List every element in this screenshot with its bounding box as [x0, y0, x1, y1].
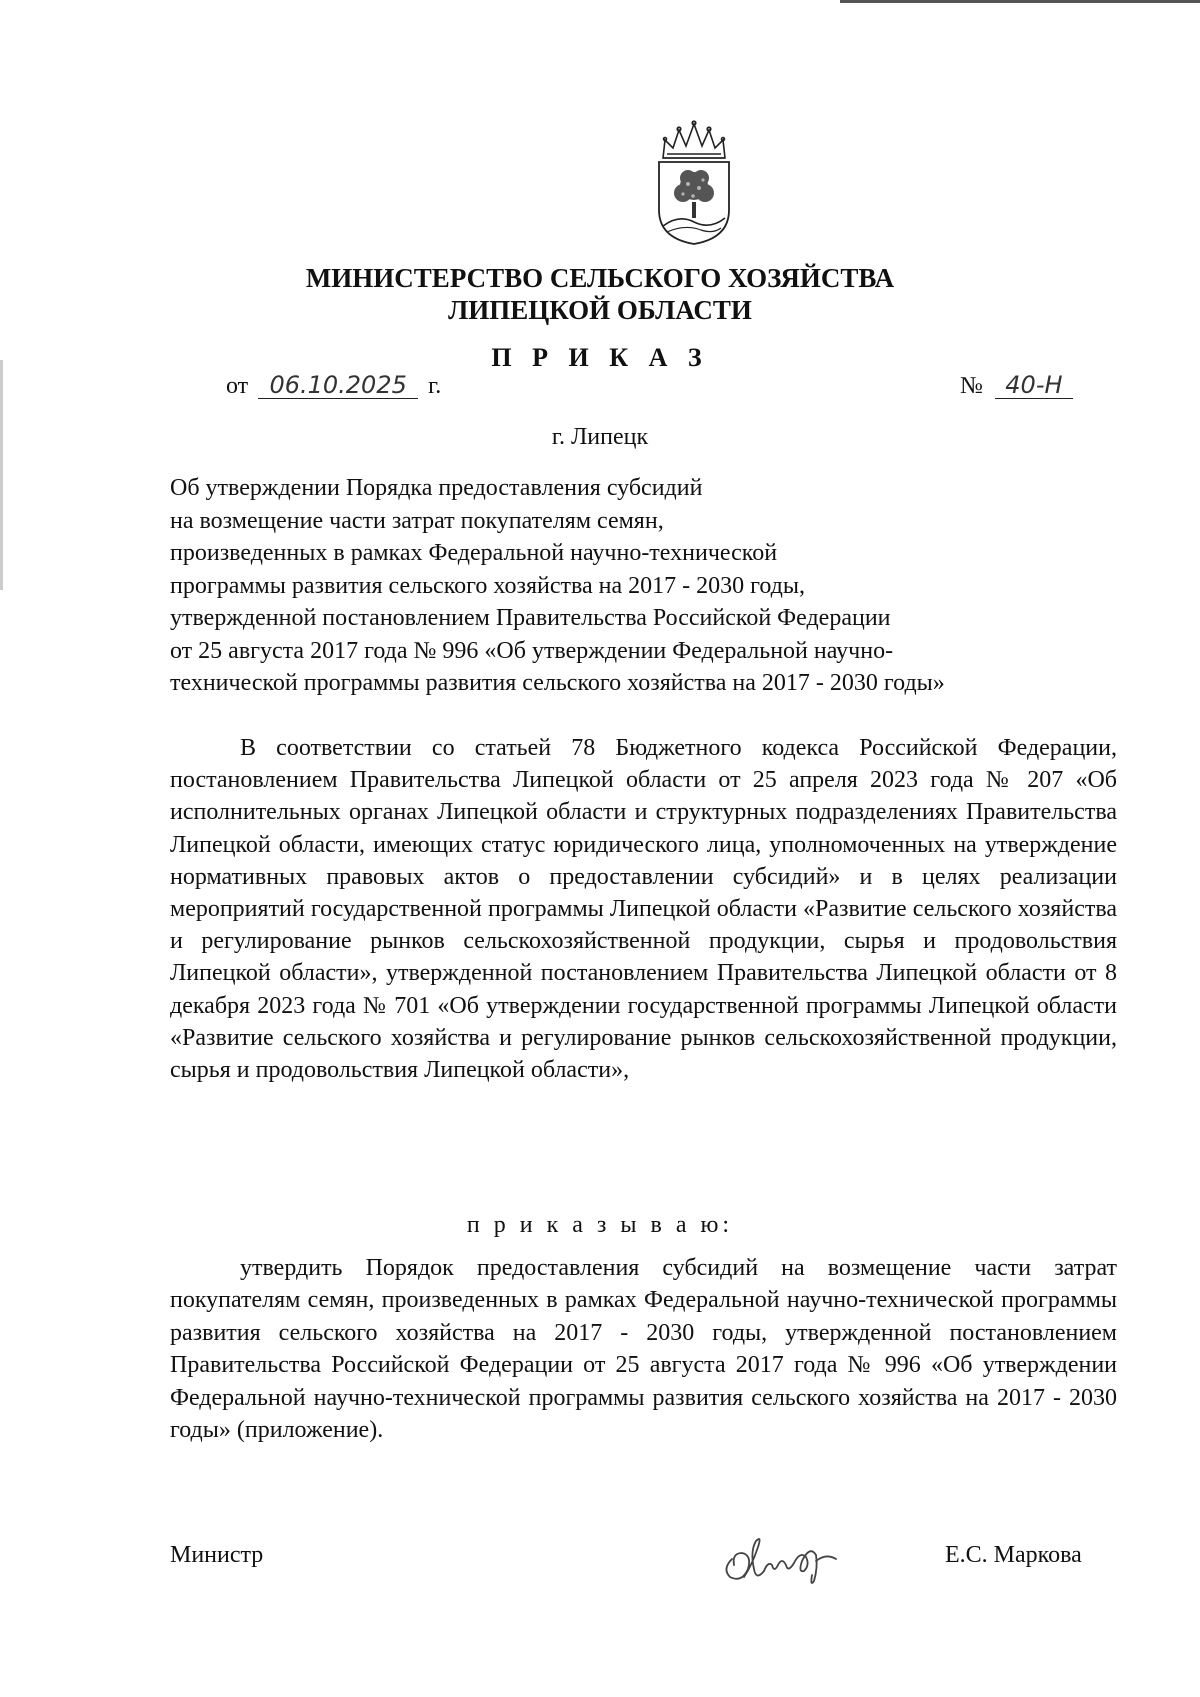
subject-line: программы развития сельского хозяйства на 2017 - 2030 годы,: [170, 572, 806, 599]
signer-position: Министр: [170, 1542, 264, 1568]
subject-line: технической программы развития сельского хозяйства на 2017 - 2030 годы»: [170, 670, 945, 696]
scan-edge-top: [840, 0, 1200, 3]
ministry-line-2: ЛИПЕЦКОЙ ОБЛАСТИ: [448, 295, 752, 325]
subject-line: утвержденной постановлением Правительства Российской Федерации: [170, 605, 891, 631]
ministry-line-1: МИНИСТЕРСТВО СЕЛЬСКОГО ХОЗЯЙСТВА: [305, 263, 895, 293]
subject-line: Об утверждении Порядка предоставления субсидий: [170, 475, 703, 501]
coat-of-arms-icon: [655, 118, 733, 246]
date-line: [226, 372, 441, 400]
signer-name: Е.С. Маркова: [945, 1542, 1082, 1568]
subject-line: от 25 августа 2017 года № 996 «Об утверждении Федеральной научно-: [170, 637, 894, 664]
number-prefix: №: [960, 373, 983, 399]
number-value-handwritten: 40-Н: [995, 372, 1073, 399]
city: г. Липецк: [551, 424, 649, 450]
preamble-paragraph: В соответствии со статьей 78 Бюджетного кодекса Российской Федерации, постановлением Правительства Липецкой области от 25 апреля 2023 года № 207 «Об исполнительных органах Липецкой области и структурных подразделениях Правительства Липецкой области, имеющих статус юридического лица, уполномоченных на утверждение нормативных правовых актов о предоставлении субсидий» и в целях реализации мероприятий государственной программы Липецкой области «Развитие сельского хозяйства и регулирование рынков сельскохозяйственной продукции, сырья и продовольствия Липецкой области», утвержденной постановлением Правительства Липецкой области от 8 декабря 2023 года № 701 «Об утверждении государственной программы Липецкой области «Развитие сельского хозяйства и регулирование рынков сельскохозяйственной продукции, сырья и продовольствия Липецкой области»,: [170, 735, 1117, 1084]
signature-icon: [718, 1525, 858, 1589]
subject-line: произведенных в рамках Федеральной научно-технической: [170, 540, 778, 566]
document-type: П Р И К А З: [491, 343, 709, 372]
ministry-name: [200, 262, 1000, 326]
number-line: [960, 372, 1073, 400]
subject-line: на возмещение части затрат покупателям семян,: [170, 507, 664, 534]
order-word: п р и к а з ы в а ю:: [466, 1212, 734, 1238]
date-prefix: от: [226, 373, 249, 399]
date-suffix: г.: [428, 373, 442, 399]
scan-edge-left: [0, 360, 3, 590]
document-subject: [170, 472, 1090, 700]
date-value-handwritten: 06.10.2025: [258, 372, 418, 399]
decree-paragraph: утвердить Порядок предоставления субсидий на возмещение части затрат покупателям семян, произведенных в рамках Федеральной научно-технической программы развития сельского хозяйства на 2017 - 2030 годы, утвержденной постановлением Правительства Российской Федерации от 25 августа 2017 года № 996 «Об утверждении Федеральной научно-технической программы развития сельского хозяйства на 2017 - 2030 годы» (приложение).: [170, 1255, 1117, 1444]
